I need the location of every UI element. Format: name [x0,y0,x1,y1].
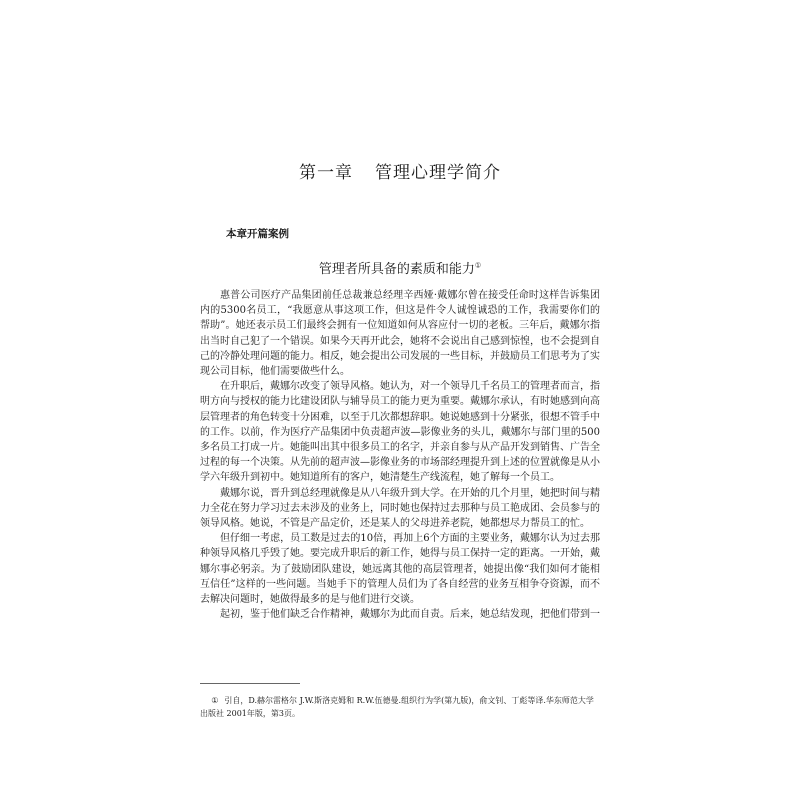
case-title: 管理者所具备的素质和能力 [318,262,475,277]
footnote-marker: ① [211,696,219,705]
footnote-text: 引自，D.赫尔雷格尔 J.W.斯洛克姆和 R.W.伍德曼.组织行为学(第九版)，俞文钊、丁彪等译.华东师范大学出版社 2001年版，第3页。 [200,696,594,718]
paragraph: 在升职后，戴娜尔改变了领导风格。她认为，对一个领导几千名员工的管理者而言，指明方向与授权的能力比建设团队与辅导员工的能力更为重要。戴娜尔承认，有时她感到向高层管理者的角色转变十分困难，以至于几次都想辞职。她说她感到十分紧张，很想不管手中的工作。以前，作为医疗产品集团中负责超声波—影像业务的头儿，戴娜尔与部门里的500多名员工打成一片。她能叫出其中很多员工的名字，并亲自参与从产品开发到销售、广告全过程的每一个决策。从先前的超声波—影像业务的市场部经理提升到上述的位置就像是从小学六年级升到初中。她知道所有的客户，她清楚生产线流程，她了解每一个员工。 [200,381,600,484]
chapter-number: 第一章 [299,163,353,183]
paragraph: 戴娜尔说，晋升到总经理就像是从八年级升到大学。在开始的几个月里，她把时间与精力全花在努力学习过去未涉及的业务上，同时她也保持过去那种与员工艳成团、会员参与的领导风格。她说，不管是产品定价，还是某人的父母进养老院，她都想尽力帮员工的忙。 [200,487,600,530]
case-title-line [0,258,800,277]
paragraph: 起初，鉴于他们缺乏合作精神，戴娜尔为此而自责。后来，她总结发现，把他们带到一 [220,609,600,621]
footnote [200,694,600,720]
chapter-heading [0,158,800,183]
footnote-divider [200,683,300,684]
case-section-label: 本章开篇案例 [226,228,289,240]
chapter-title: 管理心理学简介 [375,163,501,183]
case-body [200,288,600,622]
paragraph: 但仔细一考虑，员工数是过去的10倍，再加上6个方面的主要业务，戴娜尔认为过去那种领导风格几乎毁了她。要完成升职后的新工作，她得与员工保持一定的距离。一开始，戴娜尔事必躬亲。为了鼓励团队建设，她远离其他的高层管理者，她提出像“我们如何才能相互信任”这样的一些问题。当她手下的管理人员们为了各自经营的业务互相争夺资源，而不去解决问题时，她做得最多的是与他们进行交谈。 [200,533,600,606]
footnote-reference: ① [474,261,482,270]
paragraph: 惠普公司医疗产品集团前任总裁兼总经理辛西娅·戴娜尔曾在接受任命时这样告诉集团内的5300名员工，“我愿意从事这项工作，但这是件令人诚惶诚恐的工作，我需要你们的帮助”。她还表示员工们最终会拥有一位知道如何从容应付一切的老板。三年后，戴娜尔指出当时自己犯了一个错误。如果今天再开此会，她将不会说出自己感到惊惶，也不会提到自己的冷静处理问题的能力。相反，她会提出公司发展的一些目标，并鼓励员工们思考为了实现公司目标，他们需要做些什么。 [200,290,600,378]
